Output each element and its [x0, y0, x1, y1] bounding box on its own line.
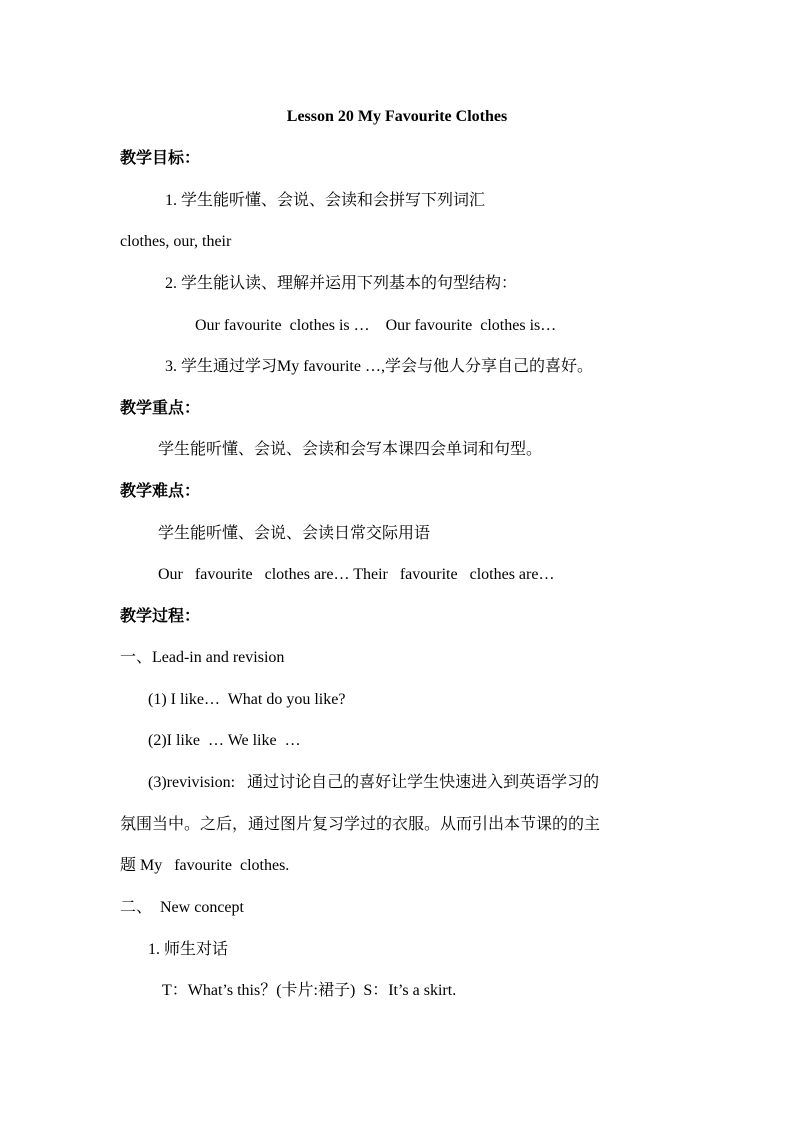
objective-2-patterns: Our favourite clothes is … Our favourite clothes is… [195, 317, 557, 334]
key-points-text: 学生能听懂、会说、会读和会写本课四会单词和句型。 [158, 441, 543, 458]
section-2-title: 二、 New concept [120, 899, 244, 916]
section-1-title: 一、Lead-in and revision [120, 649, 285, 666]
dialogue-line-1: T：What’s this？(卡片:裙子) S：It’s a skirt. [162, 982, 457, 999]
step-1: (1) I like… What do you like? [148, 691, 346, 708]
objective-1-words: clothes, our, their [120, 233, 232, 250]
subsection-1-title: 1. 师生对话 [148, 941, 229, 958]
objective-2: 2. 学生能认读、理解并运用下列基本的句型结构： [165, 275, 518, 292]
difficulties-heading: 教学难点： [120, 483, 201, 500]
objective-1: 1. 学生能听懂、会说、会读和会拼写下列词汇 [165, 192, 486, 209]
key-points-heading: 教学重点： [120, 400, 201, 417]
step-3-line-2: 氛围当中。之后，通过图片复习学过的衣服。从而引出本节课的的主 [120, 816, 601, 833]
objectives-heading: 教学目标： [120, 150, 201, 167]
difficulties-text: 学生能听懂、会说、会读日常交际用语 [158, 525, 431, 542]
process-heading: 教学过程： [120, 608, 201, 625]
step-3-line-1: (3)revivision: 通过讨论自己的喜好让学生快速进入到英语学习的 [148, 774, 600, 791]
step-2: (2)I like … We like … [148, 732, 301, 749]
objective-3: 3. 学生通过学习My favourite …,学会与他人分享自己的喜好。 [165, 358, 593, 375]
difficulties-patterns: Our favourite clothes are… Their favourite clothes are… [158, 566, 555, 583]
step-3-line-3: 题 My favourite clothes. [120, 857, 290, 874]
page-title: Lesson 20 My Favourite Clothes [286, 108, 508, 125]
